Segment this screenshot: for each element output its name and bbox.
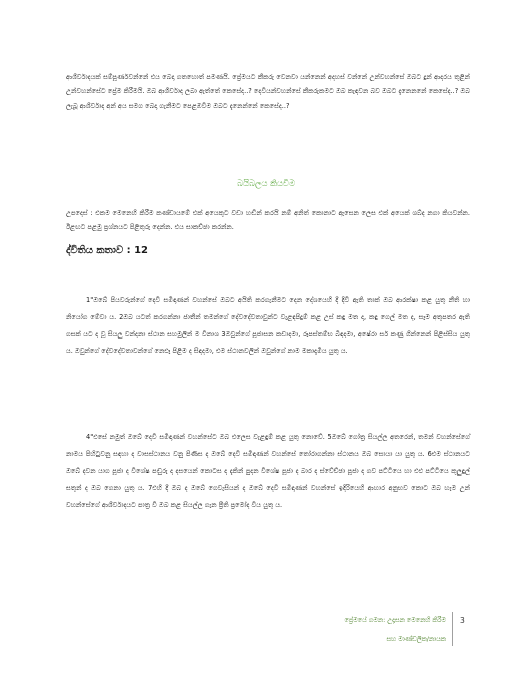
body-paragraph-1 xyxy=(66,292,470,360)
footer-title: ප්‍රේමයේ ගමන: උදෑසන මෙනෙහි කිරීම xyxy=(344,616,446,624)
body-paragraph-2 xyxy=(66,429,470,514)
body-paragraph-2-text: 4"එසේ නමුත් ඔබේ දෙවි සමිඳාණන් වහන්සේට ඔබ එලෙස වැළඳුම් කළ යුතු නොවේ. 5ඔබේ ගෝත්‍ර සියල්ල අතරෙන්, තමන් වහන්සේගේ නාමය පිහිටුවනු සඳහා ද වාසස්ථානය වනු පිණිස ද ඔබේ දෙවි සමිඳාණන් වහන්සේ තෝරාගන්නා ස්ථානය ඔබ සොයා යා යුතු ය. 6එම ස්ථානයට ඔබේ දවන යාග පූජා ද විශේෂ පඬුරු ද දසයෙන් කොටස ද දැකින් පුදන විශේෂ පූජා ද බාර ද ස්වේච්ඡා පූජා ද ගව පට්ටියෙ හා එළු පට්ටියෙ කුලුඳුල් සතුන් ද ඔබ ගෙනා යුතු ය. 7එහි දී ඔබ ද ඔබේ ගෙවැසියන් ද ඔබේ දෙවි සමිඳාණන් වහන්සේ ඉදිරියෙහි ආහාර අනුභව කොට ඔබ හැම උන් වහන්සේගේ ආශීර්වාදයට පාත්‍ර වී ඔබ කළ සියල්ල ගැන ප්‍රීති ප්‍රමෝද විය යුතු ය. xyxy=(66,433,470,509)
intro-paragraph: ආශීර්වාදයක් සම්පූර්ණවන්නේ එය බෙදා ගතහොත් පමණයි. ප්‍රේමයට කීකරු වෙනවා යන්නෙන් අදහස් වන්නේ උන්වහන්සේ ඔබට දුන් ආදරය තුළින් උන්වහන්සේට ප්‍රේම කිරීමයි. ඔබ ආශීර්වාද ලබා ඇත්තේ කෙසේද..? දෙවියන්වහන්සේ කීකරුකමට ඔබ කැඳවන බව ඔබට දැනෙනනේ කෙසේද..? ඔබ ලැබූ ආශීර්වාද අන් අය සමග බෙදා ගැනීමට පෙළඹවීම ඔබට දැනෙන්නේ කෙසේද..? xyxy=(66,73,470,110)
body-paragraph-1-text: 1"ඔබේ පියවරුන්ගේ දෙවි සමිඳාණන් වහන්සේ ඔබට අයිති කරගැනීමට දෙන දේශයෙහි දී දිවි ඇති තාක් ඔබ ආරක්ෂා කළ යුතු නීති හා නියෝග මේවා ය. 2ඔබ යටත් කරගන්නා ජාතීන් තමන්ගේ දේවදේවතාවුන්ට වැළඳපිදුම් කළ උස් කඳු මත ද, කඳු ගෙල් මත ද, සෑම අතුපතර ඇති ගසක් යට ද වූ සියලු වන්දනා ස්ථාන සහමුලින් ම විනාශ 3ඔවුන්ගේ පූජාසන කඩාදමා, රූපස්තම්භ බිඳදමා, අෂේරා සර් කණු ගින්නෙන් පිළිස්සිය යුතු ය. ඔවුන්ගේ දේවදේවතාවන්ගේ නෙළූ පිළිම ද සිඳදමා, එම ස්ථානවලින් ඔවුන්ගේ නාම මකාදැමිය යුතු ය. xyxy=(66,296,470,355)
footer-subtitle: සහ මාණ්ඩලික/නායක xyxy=(386,635,446,643)
chapter-heading: ද්විතිය කතාව : 12 xyxy=(66,245,149,256)
page-number: 3 xyxy=(460,616,465,625)
page-footer xyxy=(0,606,532,650)
section-title: බයිබලය කියවීම xyxy=(237,178,295,188)
instruction-paragraph: උපදෙස් : එකම මෙනෙහි කිරීම කණ්ඩායමේ එක් අයෙකුට වඩා හඬින් කරයි නම් අනිත් කොනාට ඇසෙන ලෙස එක් අයෙක් ශබ්ද නගා කියවන්න. ඊළඟට පළමු ප්‍රශ්නයට පිළිතුරු දෙන්න. එය සාකච්ඡා කරන්න. xyxy=(66,209,470,232)
footer-divider xyxy=(452,612,453,646)
